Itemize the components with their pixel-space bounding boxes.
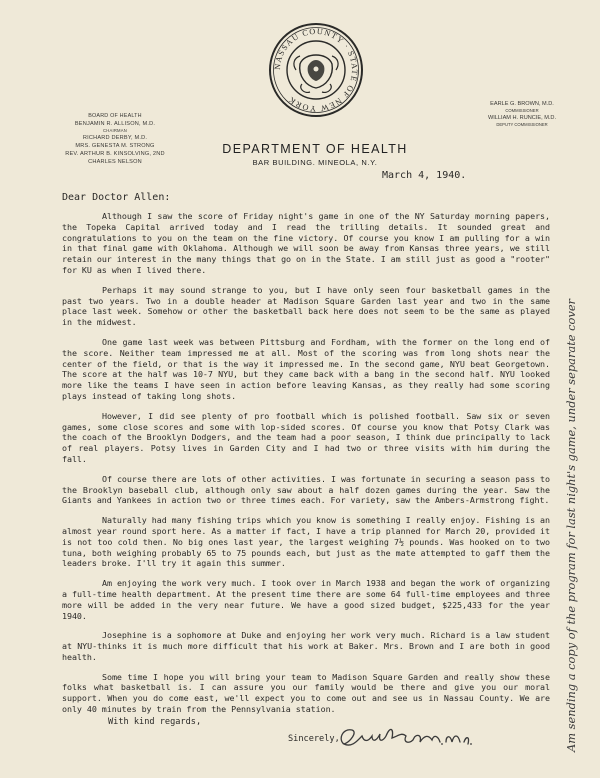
board-member: CHARLES NELSON — [88, 159, 142, 165]
closing: With kind regards, — [108, 717, 202, 727]
department-name: DEPARTMENT OF HEALTH — [222, 142, 408, 156]
margin-note-text: Am sending a copy of the program for last night's game, under separate cover — [564, 298, 578, 752]
county-seal — [268, 22, 364, 118]
commissioner-role: COMMISSIONER — [505, 108, 539, 113]
paragraph: One game last week was between Pittsburg and Fordham, with the former on the long end of the score. Neither team impressed me at all. Most of the scoring was from long shots near the center of the field, or that is the way it impressed me. In the second game, NYU beat Georgetown. The score at the half was 10-7 NYU, but they came back with a bang in the second half. NYU looked more like the teams I have seen in action before leaving Kansas, as they really had some scoring plays instead of taking long shots. — [62, 336, 550, 401]
board-member: REV. ARTHUR B. KINSOLVING, 2ND — [65, 151, 165, 157]
letter-body — [62, 211, 550, 724]
handwritten-signature — [336, 718, 476, 758]
board-member: RICHARD DERBY, M.D. — [82, 135, 148, 141]
board-heading: BOARD OF HEALTH — [88, 113, 142, 119]
board-member: MRS. GENESTA M. STRONG — [75, 143, 155, 149]
paragraph: Although I saw the score of Friday night's game in one of the NY Saturday morning papers, the Topeka Capital arrived today and I read the trilling details. It sounded great and congratulations to you on the team on the fine victory. Of course you know I am pulling for a win in that final game with Oklahoma. Although we will soon be away from Kansas three years, we still retain our interest in the many things that go on in the State. I am still just as good a "rooter" for KU as when I lived there. — [62, 211, 550, 275]
board-member: BENJAMIN R. ALLISON, M.D. — [74, 121, 156, 127]
commissioner-name: EARLE G. BROWN, M.D. — [490, 101, 554, 107]
paragraph: Some time I hope you will bring your team to Madison Square Garden and really show these folks what basketball is. I can assure you our family would be there and give you our moral support. When you do come east, we'll expect you to come out and see us in Nassau County. We are only 40 minutes by train from the Pennsylvania station. — [62, 671, 550, 715]
paragraph: Naturally had many fishing trips which you know is something I really enjoy. Fishing is an almost year round sport here. As a matter if fact, I have a trip planned for March 20, provided it is not too cold then. No big ones last year, the largest weighing 7½ pounds. Was hooked on to two tuna, both weighing probably 65 to 75 pounds each, but just as the mate attempted to gaff them the leaders broke. I'll try it again this summer. — [62, 515, 550, 569]
paragraph: Am enjoying the work very much. I took over in March 1938 and began the work of organizing a full-time health department. At the present time there are some 64 full-time employees and three more will be added in the very near future. We have a good sized budget, $225,433 for the year 1940. — [62, 578, 550, 621]
paragraph: Perhaps it may sound strange to you, but I have only seen four basketball games in the past two years. Two in a double header at Madison Square Garden last year and two in the same place last week. Somehow or other the basketball back here does not seem to be the same as played in the midwest. — [62, 284, 550, 328]
signature-graphic — [336, 718, 476, 758]
paragraph: Josephine is a sophomore at Duke and enjoying her work very much. Richard is a law student at NYU-thinks it is much more difficult that his work at Baker. Mrs. Brown and I are both in good health. — [62, 630, 550, 662]
board-member-role: CHAIRMAN — [103, 128, 127, 133]
commissioner-role: DEPUTY COMMISSIONER — [496, 122, 548, 127]
commissioner-name: WILLIAM H. RUNCIE, M.D. — [487, 115, 557, 121]
salutation: Dear Doctor Allen: — [62, 192, 171, 203]
letter-date: March 4, 1940. — [382, 170, 467, 181]
margin-note-graphic — [553, 196, 593, 756]
paragraph: Of course there are lots of other activities. I was fortunate in securing a season pass to the Brooklyn baseball club, although only saw about a half dozen games during the year. Saw the Giants and Yankees in action two or three times each. For variety, saw the Ambers-Armstrong fight. — [62, 473, 550, 506]
commissioners-list — [462, 100, 582, 128]
sign-off: Sincerely, — [288, 734, 340, 744]
seal-ring-text: NASSAU COUNTY · STATE OF NEW YORK — [272, 26, 360, 114]
handwritten-margin-note — [553, 196, 593, 756]
board-of-health-list — [40, 112, 190, 166]
department-heading — [195, 142, 435, 167]
department-address: BAR BUILDING. MINEOLA, N.Y. — [252, 158, 378, 167]
seal-graphic — [268, 22, 364, 118]
paragraph: However, I did see plenty of pro football which is polished football. Saw six or seven games, some close scores and some with lop-sided scores. Of course you know that Potsy Clark was the coach of the Brooklyn Dodgers, and the team had a poor season, I think due principally to lack of real players. Potsy lives in Garden City and I had two or three visits with him during the fall. — [62, 410, 550, 464]
